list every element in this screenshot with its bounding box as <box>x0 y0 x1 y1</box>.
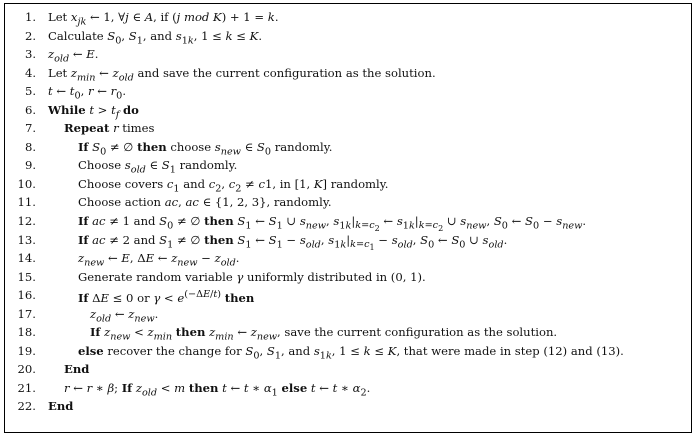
line-number: 5. <box>24 84 36 99</box>
line-text: If $z_{new} < z_{min}$ then $z_{min}$ ← $z_{new}$, save the current configuration as the solution. <box>90 325 558 343</box>
algorithm-line <box>14 212 684 234</box>
algorithm-line <box>14 27 684 46</box>
line-text: Let $x_{jk}$ ← 1, ∀j ∈ A, if (j mod K) + 1 = k. <box>48 10 279 28</box>
algorithm-line <box>14 379 684 398</box>
line-text: Choose $s_{old}$ ∈ $S_1$ randomly. <box>78 158 238 176</box>
algorithm-line <box>14 360 684 379</box>
line-number: 17. <box>17 306 36 321</box>
line-text: $z_{new}$ ← E, ΔE ← $z_{new} - z_{old}$. <box>78 251 240 269</box>
line-text: else recover the change for $S_0$, $S_1$, and $s_{1k}$, 1 ≤ k ≤ K, that were made in step (12) and (13). <box>78 343 624 362</box>
line-text: $z_{old}$ ← $z_{new}$. <box>90 306 159 325</box>
line-number: 11. <box>17 195 36 210</box>
algorithm-line <box>14 305 684 324</box>
line-text: Choose covers $c_1$ and $c_2$, $c_2 \ne c1$, in [1, K] randomly. <box>78 176 389 195</box>
algorithm-line <box>14 323 684 342</box>
line-number: 18. <box>17 325 36 340</box>
algorithm-listing <box>14 8 684 416</box>
algorithm-line <box>14 231 684 250</box>
line-text: End <box>48 399 74 414</box>
algorithm-line <box>14 193 684 212</box>
line-text: Generate random variable γ uniformly distributed in (0, 1). <box>78 269 426 284</box>
line-text: If ac ≠ 2 and $S_1$ ≠ ∅ then $S_1$ ← $S_1 - s_{old}$, $s_{1k}|_{k=c_1} - s_{old}$, $S_0$ ← $S_0$ ∪ $s_{old}$. <box>78 232 508 252</box>
algorithm-line <box>14 268 684 287</box>
line-number: 13. <box>17 232 36 247</box>
line-number: 7. <box>24 121 36 136</box>
line-text: Calculate $S_0$, $S_1$, and $s_{1k}$, 1 ≤ k ≤ K. <box>48 28 263 46</box>
algorithm-line <box>14 82 684 101</box>
line-number: 9. <box>24 158 36 173</box>
line-number: 22. <box>17 399 36 414</box>
line-number: 21. <box>17 380 36 395</box>
line-text: r ← r ∗ β; If $z_{old} < m$ then t ← t ∗ $\alpha_1$ else t ← t ∗ $\alpha_2$. <box>64 380 371 399</box>
line-text: Choose action ac, ac ∈ {1, 2, 3}, randomly. <box>78 195 332 210</box>
line-number: 10. <box>17 176 36 191</box>
line-text: If ac ≠ 1 and $S_0$ ≠ ∅ then $S_1$ ← $S_1$ ∪ $s_{new}$, $s_{1k}|_{k=c_2}$ ← $s_{1k}|_{k=c_2}$ ∪ $s_{new}$, $S_0$ ← $S_0 - s_{new}$. <box>78 214 587 234</box>
line-text: If ΔE ≤ 0 or $\gamma < e^{(-\Delta E/t)}$ then <box>78 289 255 306</box>
line-number: 4. <box>24 65 36 80</box>
line-text: While $t > t_f$ do <box>48 102 139 121</box>
line-number: 19. <box>17 343 36 358</box>
line-text: t ← $t_0$, r ← $r_0$. <box>48 84 126 102</box>
algorithm-line <box>14 175 684 194</box>
line-text: If $S_0$ ≠ ∅ then choose $s_{new}$ ∈ $S_0$ randomly. <box>78 139 333 158</box>
line-number: 6. <box>24 102 36 117</box>
line-number: 3. <box>24 47 36 62</box>
line-number: 20. <box>17 362 36 377</box>
line-number: 16. <box>17 288 36 303</box>
algorithm-line <box>14 286 684 305</box>
algorithm-line <box>14 138 684 157</box>
algorithm-line <box>14 64 684 83</box>
line-text: End <box>64 362 90 377</box>
line-text: Repeat r times <box>64 121 155 136</box>
line-text: $z_{old}$ ← E. <box>48 47 99 65</box>
algorithm-line <box>14 342 684 361</box>
line-number: 2. <box>24 28 36 43</box>
line-number: 1. <box>24 10 36 24</box>
algorithm-line <box>14 397 684 416</box>
line-number: 14. <box>17 251 36 266</box>
algorithm-line <box>14 249 684 268</box>
algorithm-line <box>14 156 684 175</box>
algorithm-line <box>14 45 684 64</box>
line-number: 12. <box>17 214 36 229</box>
line-number: 15. <box>17 269 36 284</box>
line-number: 8. <box>24 139 36 154</box>
line-text: Let $z_{min}$ ← $z_{old}$ and save the current configuration as the solution. <box>48 65 436 83</box>
algorithm-line <box>14 8 684 27</box>
algorithm-line <box>14 119 684 138</box>
algorithm-line <box>14 101 684 120</box>
